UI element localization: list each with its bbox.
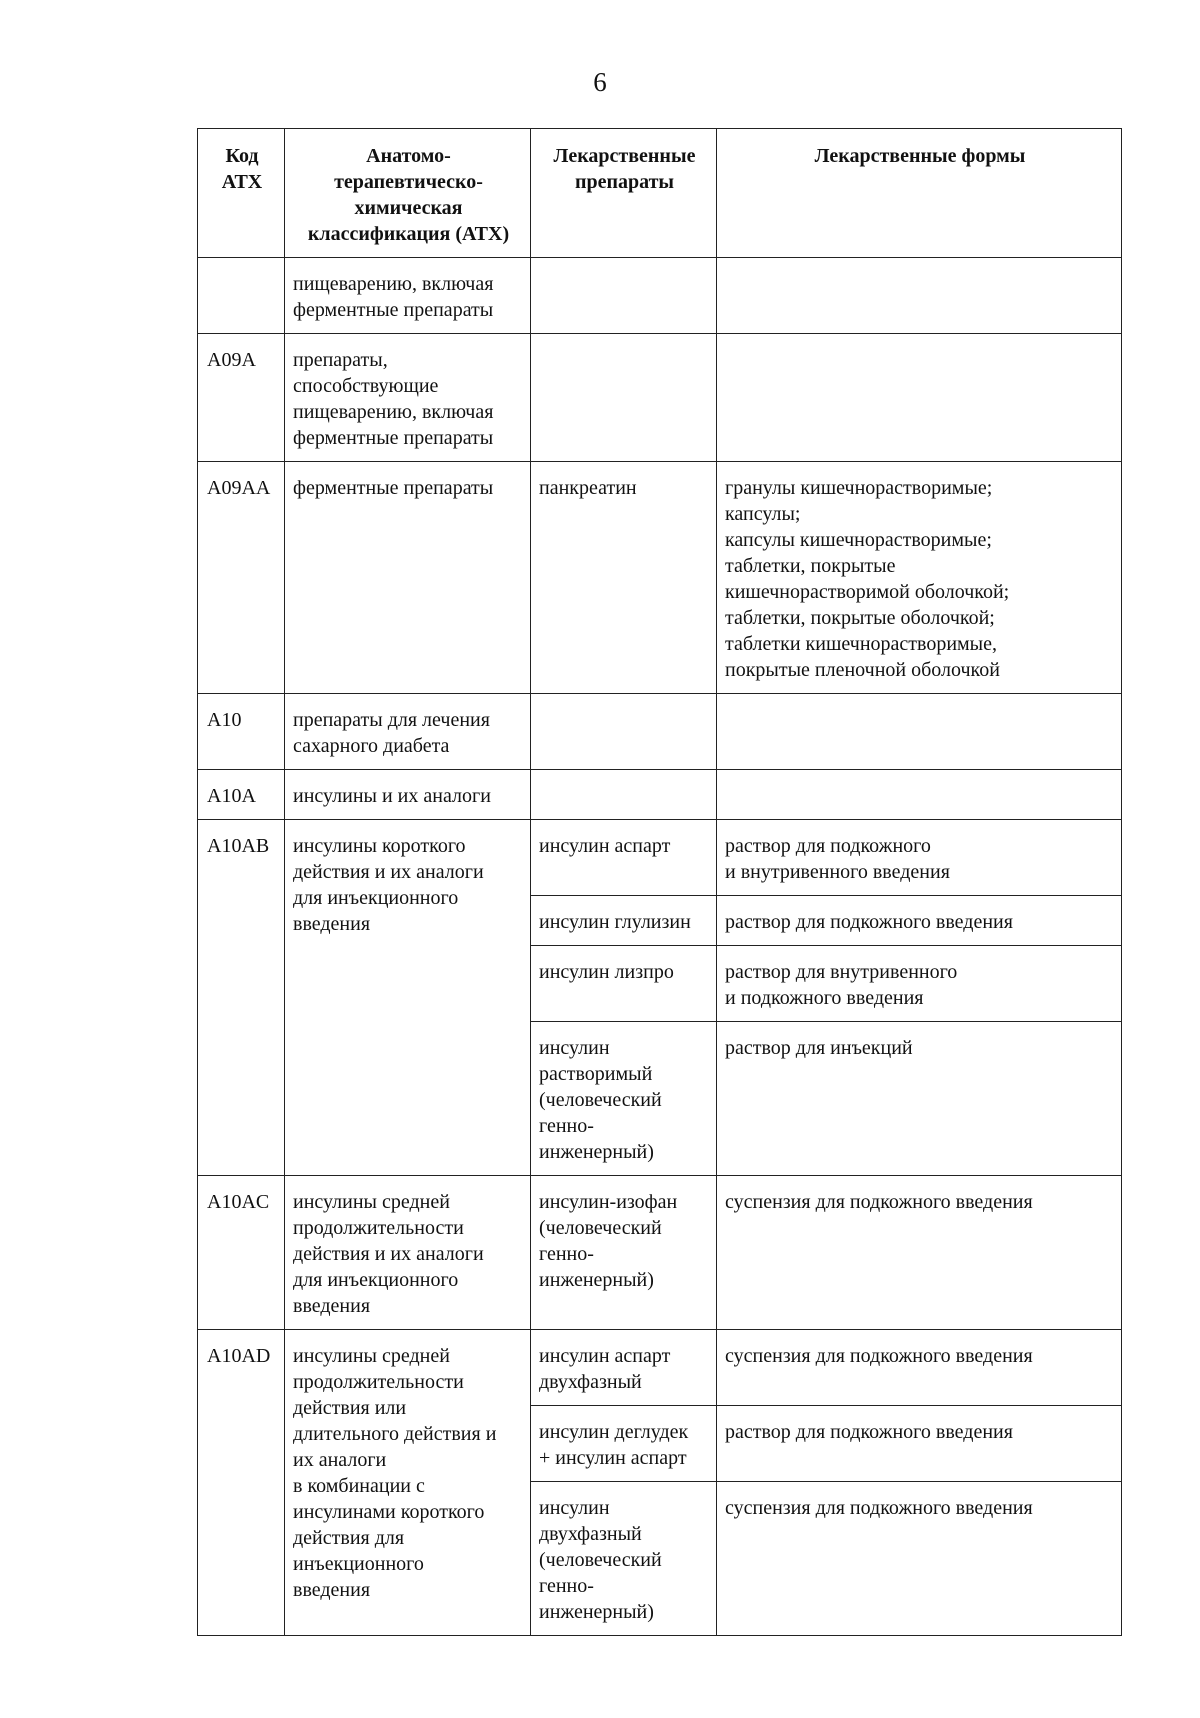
drug-name-cell: инсулин аспарт (531, 820, 717, 896)
drug-name-cell (531, 258, 717, 334)
classification-cell: ферментные препараты (285, 462, 531, 694)
atx-code-cell: A10AC (198, 1176, 285, 1330)
dosage-form-cell: раствор для подкожного введения (717, 1406, 1122, 1482)
classification-cell: инсулины и их аналоги (285, 770, 531, 820)
classification-cell: инсулины средней продолжительности действия и их аналоги для инъекционного введения (285, 1176, 531, 1330)
classification-cell: инсулины короткого действия и их аналоги для инъекционного введения (285, 820, 531, 1176)
table-row (198, 770, 1122, 820)
atx-code-cell: A10 (198, 694, 285, 770)
classification-cell: препараты для лечения сахарного диабета (285, 694, 531, 770)
dosage-form-cell (717, 334, 1122, 462)
drug-name-cell: инсулин лизпро (531, 946, 717, 1022)
dosage-form-cell: суспензия для подкожного введения (717, 1176, 1122, 1330)
dosage-form-cell: гранулы кишечнорастворимые; капсулы; капсулы кишечнорастворимые; таблетки, покрытые кишечнорастворимой оболочкой; таблетки, покрытые оболочкой; таблетки кишечнорастворимые, покрытые пленочной оболочкой (717, 462, 1122, 694)
dosage-form-cell (717, 694, 1122, 770)
dosage-form-cell: раствор для подкожного и внутривенного введения (717, 820, 1122, 896)
dosage-form-cell: суспензия для подкожного введения (717, 1482, 1122, 1636)
atx-code-cell (198, 258, 285, 334)
table-row (198, 1176, 1122, 1330)
classification-cell: инсулины средней продолжительности действия или длительного действия и их аналоги в комбинации с инсулинами короткого действия для инъекционного введения (285, 1330, 531, 1636)
atx-code-cell: A09AA (198, 462, 285, 694)
classification-cell: пищеварению, включая ферментные препараты (285, 258, 531, 334)
header-atx-classification: Анатомо- терапевтическо- химическая классификация (АТХ) (285, 129, 531, 258)
table-row (198, 462, 1122, 694)
table-body (198, 258, 1122, 1636)
dosage-form-cell: суспензия для подкожного введения (717, 1330, 1122, 1406)
drug-name-cell: инсулин деглудек + инсулин аспарт (531, 1406, 717, 1482)
header-row (198, 129, 1122, 258)
header-atx-code: Код АТХ (198, 129, 285, 258)
dosage-form-cell: раствор для подкожного введения (717, 896, 1122, 946)
drug-name-cell: инсулин аспарт двухфазный (531, 1330, 717, 1406)
header-dosage-forms: Лекарственные формы (717, 129, 1122, 258)
table-header (198, 129, 1122, 258)
drug-name-cell: инсулин глулизин (531, 896, 717, 946)
drug-name-cell: инсулин-изофан (человеческий генно- инженерный) (531, 1176, 717, 1330)
drug-name-cell: инсулин растворимый (человеческий генно- инженерный) (531, 1022, 717, 1176)
dosage-form-cell (717, 770, 1122, 820)
atx-code-cell: A10AD (198, 1330, 285, 1636)
atx-table (197, 128, 1122, 1636)
drug-name-cell (531, 770, 717, 820)
drug-name-cell: инсулин двухфазный (человеческий генно- инженерный) (531, 1482, 717, 1636)
page-number: 6 (593, 67, 607, 97)
table-row (198, 258, 1122, 334)
table-row (198, 694, 1122, 770)
table-row (198, 820, 1122, 896)
atx-code-cell: A09A (198, 334, 285, 462)
atx-code-cell: A10AB (198, 820, 285, 1176)
drug-name-cell: панкреатин (531, 462, 717, 694)
dosage-form-cell: раствор для внутривенного и подкожного введения (717, 946, 1122, 1022)
classification-cell: препараты, способствующие пищеварению, включая ферментные препараты (285, 334, 531, 462)
drug-name-cell (531, 334, 717, 462)
header-drugs: Лекарственные препараты (531, 129, 717, 258)
dosage-form-cell: раствор для инъекций (717, 1022, 1122, 1176)
table-row (198, 334, 1122, 462)
atx-code-cell: A10A (198, 770, 285, 820)
table-row (198, 1330, 1122, 1406)
dosage-form-cell (717, 258, 1122, 334)
drug-name-cell (531, 694, 717, 770)
